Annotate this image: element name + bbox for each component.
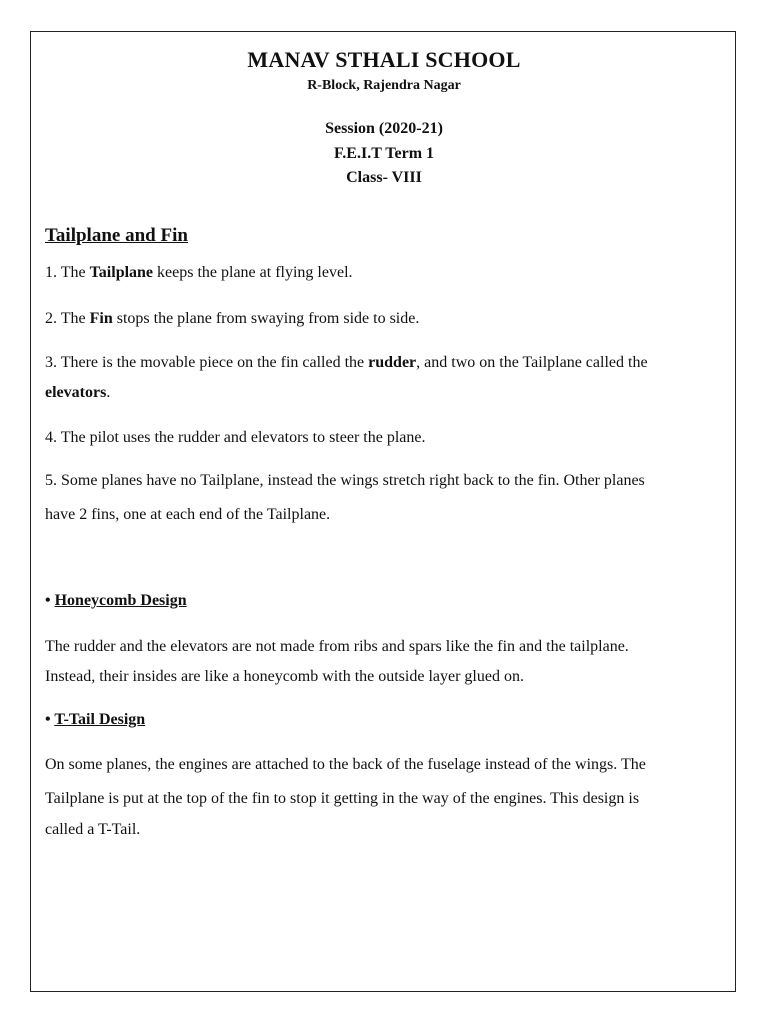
point-1 (45, 258, 353, 288)
class-line: Class- VIII (346, 169, 422, 186)
point-3-text-c: , and two on the Tailplane called the (416, 354, 648, 371)
school-name: MANAV STHALI SCHOOL (247, 47, 521, 72)
point-2-text-a: 2. The (45, 310, 90, 327)
ttail-title: T-Tail Design (54, 711, 146, 728)
honeycomb-bullet: • (45, 592, 55, 609)
honeycomb-line-1: The rudder and the elevators are not made from ribs and spars like the fin and the tailplane. (45, 638, 629, 655)
honeycomb-line-2: Instead, their insides are like a honeycomb with the outside layer glued on. (45, 668, 524, 685)
ttail-heading (45, 711, 145, 729)
point-1-keyword: Tailplane (89, 264, 154, 281)
section-title: Tailplane and Fin (45, 225, 188, 246)
session-line: Session (2020-21) (325, 120, 443, 137)
point-2-keyword: Fin (89, 310, 113, 327)
school-address: R-Block, Rajendra Nagar (307, 78, 461, 93)
point-5-line-2: have 2 fins, one at each end of the Tailplane. (45, 506, 331, 523)
point-3-text-e: . (106, 384, 111, 401)
ttail-line-2: Tailplane is put at the top of the fin to stop it getting in the way of the engines. This design is (45, 790, 640, 807)
point-1-text-c: keeps the plane at flying level. (153, 264, 353, 281)
point-3-text-a: 3. There is the movable piece on the fin called the (45, 354, 369, 371)
term-line: F.E.I.T Term 1 (333, 145, 435, 162)
ttail-line-1: On some planes, the engines are attached to the back of the fuselage instead of the wings. The (45, 756, 646, 773)
ttail-bullet: • (45, 711, 55, 728)
point-2 (45, 304, 419, 334)
point-3-line-1 (45, 348, 648, 378)
honeycomb-title: Honeycomb Design (54, 592, 187, 609)
point-3-line-2 (45, 378, 110, 408)
point-5-line-1: 5. Some planes have no Tailplane, instead the wings stretch right back to the fin. Other planes (45, 472, 645, 489)
honeycomb-heading (45, 592, 187, 610)
ttail-line-3: called a T-Tail. (45, 821, 141, 838)
point-4: 4. The pilot uses the rudder and elevators to steer the plane. (45, 429, 426, 446)
point-3-keyword-elevators: elevators (45, 384, 107, 401)
point-1-text-a: 1. The (45, 264, 90, 281)
point-2-text-c: stops the plane from swaying from side to side. (112, 310, 420, 327)
point-3-keyword-rudder: rudder (368, 354, 417, 371)
